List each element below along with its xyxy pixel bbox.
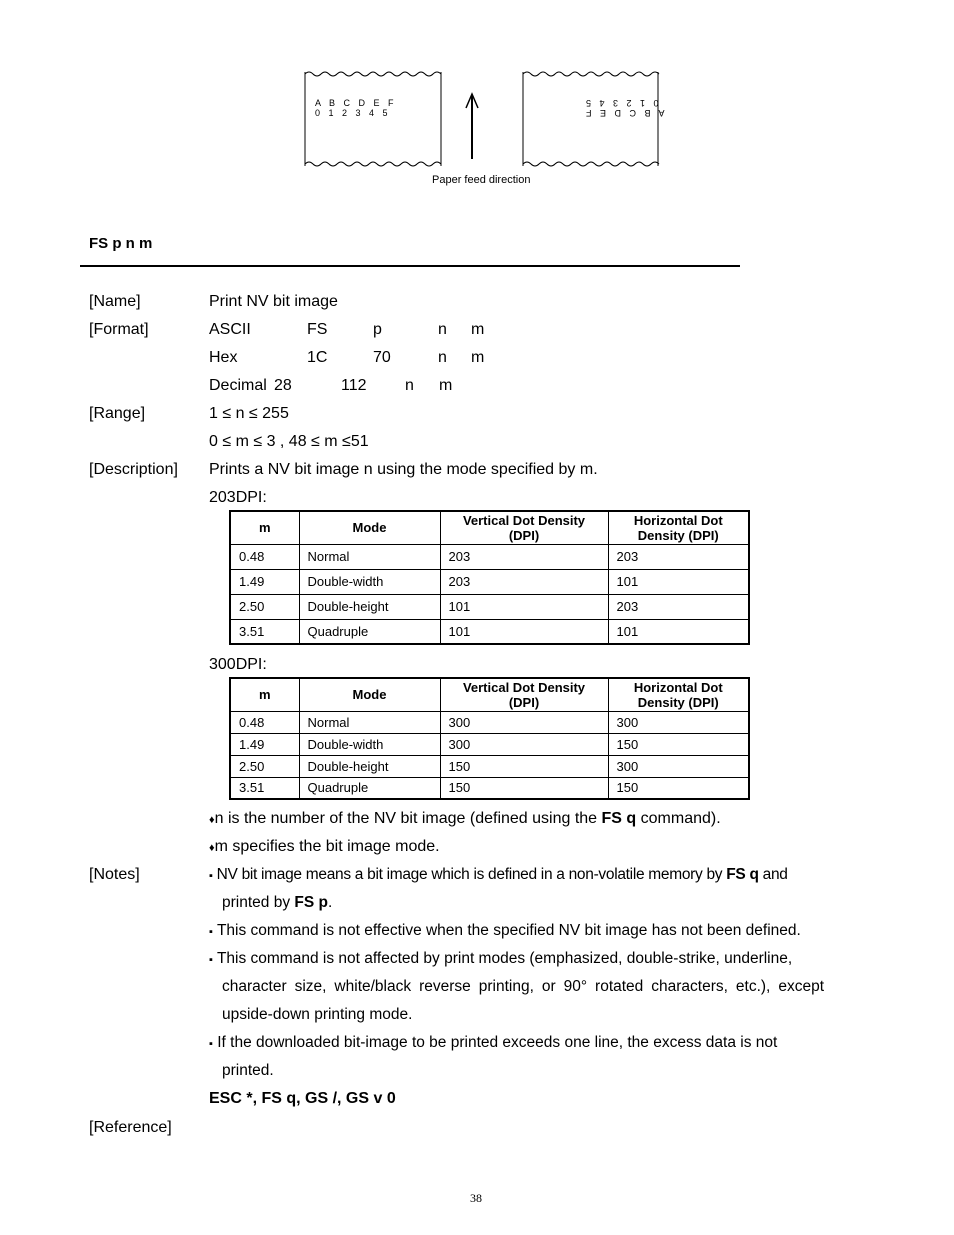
name-value: Print NV bit image: [209, 293, 338, 310]
table-header: Mode: [299, 678, 440, 711]
table-row: [230, 594, 749, 619]
table-header: Vertical Dot Density (DPI): [440, 678, 608, 711]
table-203dpi: [229, 510, 750, 645]
inverted-print-line1: 0 1 2 3 4 5: [583, 98, 659, 108]
table-cell: 300: [440, 711, 608, 733]
table-row: [230, 544, 749, 569]
table-cell: 101: [608, 619, 749, 644]
table-cell: 150: [440, 777, 608, 799]
format-hex-kind: Hex: [209, 349, 238, 366]
note-3-line3: upside-down printing mode.: [222, 1006, 413, 1023]
format-decimal-c3: n: [405, 377, 414, 394]
table-cell: Normal: [299, 544, 440, 569]
table-cell: 101: [440, 594, 608, 619]
table-cell: 2.50: [230, 755, 299, 777]
format-hex-c4: m: [471, 349, 485, 366]
table-300dpi: [229, 677, 750, 800]
table-cell: Quadruple: [299, 619, 440, 644]
diamond-bullet-icon: ♦: [209, 842, 215, 854]
table-cell: Double-width: [299, 569, 440, 594]
table-cell: 203: [440, 569, 608, 594]
note-2: ▪ This command is not effective when the specified NV bit image has not been defined.: [209, 922, 801, 939]
bullet-n-description: ♦n is the number of the NV bit image (defined using the FS q command).: [209, 810, 721, 827]
table-cell: 101: [440, 619, 608, 644]
note-1-line2: printed by FS p.: [222, 894, 333, 911]
format-ascii-c4: m: [471, 321, 485, 338]
table-cell: 0.48: [230, 711, 299, 733]
table-cell: 203: [608, 544, 749, 569]
format-decimal-kind: Decimal: [209, 377, 267, 394]
table-cell: 101: [608, 569, 749, 594]
bullet-m-description: ♦m specifies the bit image mode.: [209, 838, 440, 855]
page-number: 38: [470, 1191, 482, 1205]
table-header: m: [230, 678, 299, 711]
table-cell: 2.50: [230, 594, 299, 619]
range-label: [Range]: [89, 405, 146, 422]
figure-caption: Paper feed direction: [432, 174, 531, 186]
range-n: 1 ≤ n ≤ 255: [209, 405, 289, 422]
table-header: Horizontal Dot Density (DPI): [608, 511, 749, 544]
range-m: 0 ≤ m ≤ 3 , 48 ≤ m ≤51: [209, 433, 369, 450]
note-4-line2: printed.: [222, 1062, 274, 1079]
table-header: Vertical Dot Density (DPI): [440, 511, 608, 544]
table-cell: 1.49: [230, 733, 299, 755]
square-bullet-icon: ▪: [209, 870, 213, 882]
note-4-line1: ▪ If the downloaded bit-image to be printed exceeds one line, the excess data is not: [209, 1034, 778, 1051]
table-cell: 0.48: [230, 544, 299, 569]
table-cell: Normal: [299, 711, 440, 733]
format-hex-c3: n: [438, 349, 447, 366]
table-cell: Double-height: [299, 594, 440, 619]
table-cell: 1.49: [230, 569, 299, 594]
table-300dpi-title: 300DPI:: [209, 656, 267, 673]
table-header: m: [230, 511, 299, 544]
table-cell: Quadruple: [299, 777, 440, 799]
table-cell: 3.51: [230, 619, 299, 644]
format-hex-c1: 1C: [307, 349, 328, 366]
format-label: [Format]: [89, 321, 149, 338]
paper-feed-figure: [300, 64, 670, 194]
command-heading: FS p n m: [89, 235, 153, 252]
square-bullet-icon: ▪: [209, 954, 213, 966]
square-bullet-icon: ▪: [209, 926, 213, 938]
table-header: Mode: [299, 511, 440, 544]
table-cell: Double-width: [299, 733, 440, 755]
format-ascii-c3: n: [438, 321, 447, 338]
reference-label: [Reference]: [89, 1119, 172, 1136]
reference-value: ESC *, FS q, GS /, GS v 0: [209, 1090, 396, 1107]
description-label: [Description]: [89, 461, 178, 478]
inverted-print-line2: A B C D E F: [583, 108, 665, 118]
table-header: Horizontal Dot Density (DPI): [608, 678, 749, 711]
table-row: [230, 569, 749, 594]
table-row: [230, 777, 749, 799]
table-row: [230, 733, 749, 755]
name-label: [Name]: [89, 293, 141, 310]
description-text: Prints a NV bit image n using the mode specified by m.: [209, 461, 598, 478]
table-cell: 300: [440, 733, 608, 755]
note-3-line2: character size, white/black reverse printing, or 90° rotated characters, etc.), except: [222, 978, 824, 995]
format-ascii-c2: p: [373, 321, 382, 338]
heading-rule: [80, 265, 740, 267]
table-cell: Double-height: [299, 755, 440, 777]
table-row: [230, 755, 749, 777]
format-decimal-c2: 112: [341, 377, 367, 394]
table-cell: 150: [608, 777, 749, 799]
square-bullet-icon: ▪: [209, 1038, 213, 1050]
table-row: [230, 711, 749, 733]
table-203dpi-title: 203DPI:: [209, 489, 267, 506]
normal-print-line1: A B C D E F: [315, 98, 397, 108]
notes-label: [Notes]: [89, 866, 140, 883]
table-cell: 203: [608, 594, 749, 619]
note-3-line1: ▪ This command is not affected by print modes (emphasized, double-strike, underline,: [209, 950, 793, 967]
format-decimal-c1: 28: [274, 377, 292, 394]
format-ascii-c1: FS: [307, 321, 328, 338]
format-decimal-c4: m: [439, 377, 453, 394]
table-cell: 300: [608, 755, 749, 777]
table-cell: 3.51: [230, 777, 299, 799]
table-row: [230, 619, 749, 644]
format-ascii-kind: ASCII: [209, 321, 251, 338]
format-hex-c2: 70: [373, 349, 391, 366]
note-1-line1: ▪ NV bit image means a bit image which is defined in a non-volatile memory by FS q and: [209, 866, 788, 883]
table-cell: 150: [608, 733, 749, 755]
table-cell: 150: [440, 755, 608, 777]
diamond-bullet-icon: ♦: [209, 814, 215, 826]
table-cell: 300: [608, 711, 749, 733]
normal-print-line2: 0 1 2 3 4 5: [315, 108, 391, 118]
table-cell: 203: [440, 544, 608, 569]
